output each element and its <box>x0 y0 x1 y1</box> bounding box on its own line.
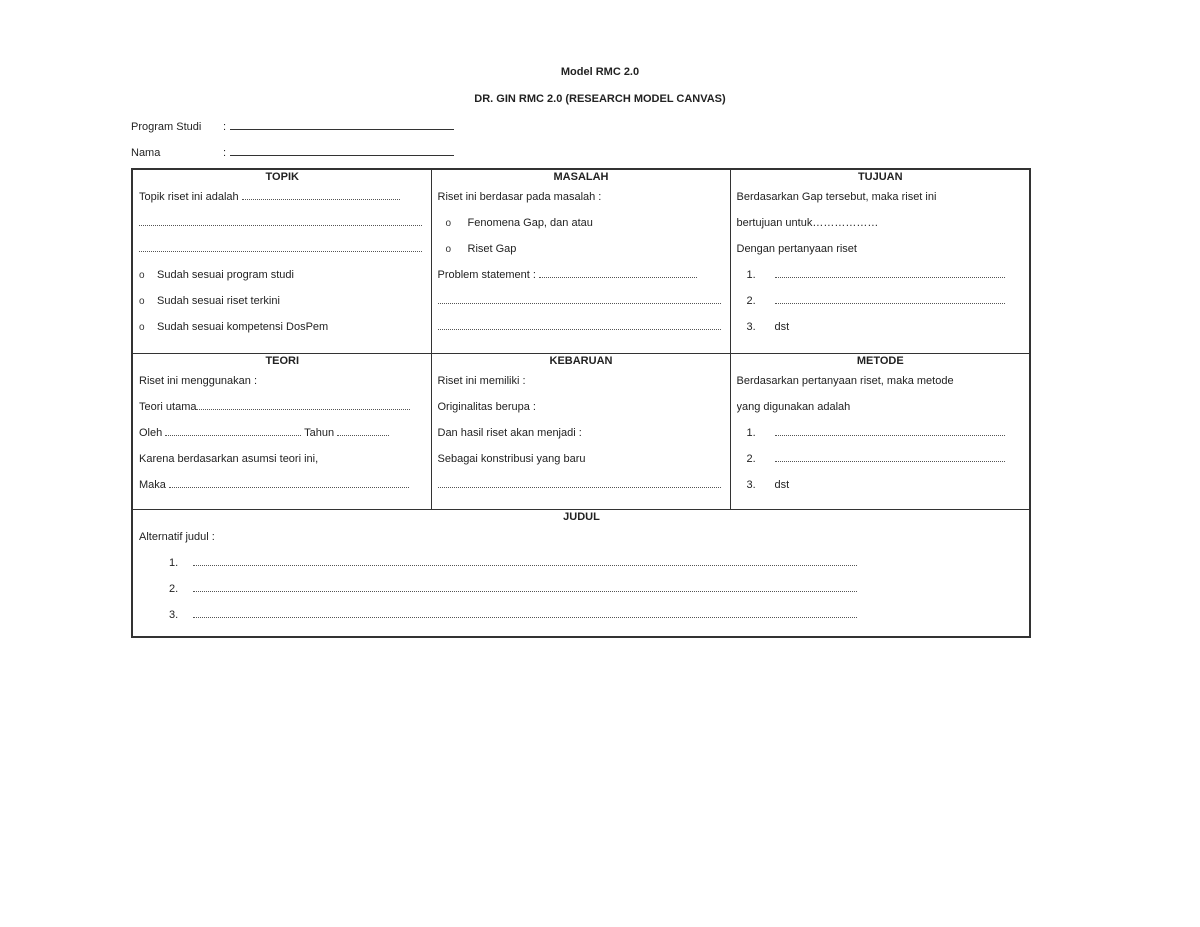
topik-blank-line[interactable] <box>139 210 426 236</box>
teori-utama-blank[interactable] <box>196 400 410 410</box>
tahun-label: Tahun <box>304 426 335 439</box>
oleh-blank[interactable] <box>165 426 301 436</box>
metode-line1: Berdasarkan pertanyaan riset, maka metode <box>736 374 954 387</box>
tujuan-line2: bertujuan untuk……………… <box>736 217 879 229</box>
maka-label: Maka <box>139 478 166 491</box>
teori-line4: Karena berdasarkan asumsi teori ini, <box>139 452 319 465</box>
judul-heading: JUDUL <box>563 510 600 523</box>
judul-section <box>132 509 1030 637</box>
research-model-canvas <box>131 168 1031 638</box>
masalah-blank-line[interactable] <box>438 288 725 314</box>
masalah-line1: Riset ini berdasar pada masalah : <box>437 191 602 203</box>
kebaruan-line1: Riset ini memiliki : <box>437 374 526 387</box>
topik-section <box>132 169 431 353</box>
metode-item: 3. dst <box>746 478 790 491</box>
tujuan-item: 1. <box>737 262 1025 288</box>
program-studi-label: Program Studi <box>131 121 202 133</box>
topik-heading: TOPIK <box>265 171 299 183</box>
nama-row <box>131 145 454 159</box>
judul-item: 1. <box>139 550 1024 576</box>
kebaruan-blank-line[interactable] <box>438 472 725 498</box>
oleh-label: Oleh <box>139 426 163 439</box>
metode-line2: yang digunakan adalah <box>736 400 851 413</box>
judul-item: 2. <box>139 576 1024 602</box>
nama-label: Nama <box>131 147 161 159</box>
nama-colon: : <box>223 147 227 159</box>
program-studi-colon: : <box>223 121 227 133</box>
tahun-blank[interactable] <box>337 426 389 436</box>
metode-item: 1. <box>737 420 1025 446</box>
kebaruan-section <box>431 353 730 509</box>
teori-heading: TEORI <box>265 354 300 367</box>
judul-item: 3. <box>139 602 1024 628</box>
topik-line1: Topik riset ini adalah <box>139 191 239 203</box>
topik-check-item[interactable]: o Sudah sesuai program studi <box>139 262 426 288</box>
topik-blank-line[interactable] <box>139 236 426 262</box>
nama-field[interactable] <box>230 145 454 156</box>
masalah-option[interactable]: o Fenomena Gap, dan atau <box>438 210 725 236</box>
teori-section <box>132 353 431 509</box>
topik-check-item[interactable]: o Sudah sesuai kompetensi DosPem <box>139 314 426 340</box>
program-studi-field[interactable] <box>230 119 454 130</box>
page-title: Model RMC 2.0 <box>560 66 640 78</box>
tujuan-heading: TUJUAN <box>857 171 903 183</box>
topik-blank[interactable] <box>242 190 400 200</box>
alternatif-judul-label: Alternatif judul : <box>139 530 215 543</box>
kebaruan-line4: Sebagai konstribusi yang baru <box>437 452 586 465</box>
masalah-heading: MASALAH <box>553 171 609 183</box>
teori-utama-label: Teori utama <box>139 400 197 413</box>
circle-bullet-icon: o <box>139 322 145 333</box>
masalah-option[interactable]: o Riset Gap <box>438 236 725 262</box>
masalah-blank-line[interactable] <box>438 314 725 340</box>
problem-statement-label: Problem statement : <box>437 269 536 281</box>
circle-bullet-icon: o <box>139 296 145 307</box>
program-studi-row <box>131 119 454 133</box>
problem-statement-blank[interactable] <box>539 268 697 278</box>
maka-blank[interactable] <box>169 478 409 488</box>
topik-check-item[interactable]: o Sudah sesuai riset terkini <box>139 288 426 314</box>
tujuan-line1: Berdasarkan Gap tersebut, maka riset ini <box>736 191 937 203</box>
tujuan-item: 2. <box>737 288 1025 314</box>
kebaruan-line3: Dan hasil riset akan menjadi : <box>437 426 582 439</box>
page-subtitle: DR. GIN RMC 2.0 (RESEARCH MODEL CANVAS) <box>474 93 726 105</box>
circle-bullet-icon: o <box>445 244 452 255</box>
kebaruan-line2: Originalitas berupa : <box>437 400 536 413</box>
tujuan-line3: Dengan pertanyaan riset <box>736 243 857 255</box>
kebaruan-heading: KEBARUAN <box>549 354 613 367</box>
circle-bullet-icon: o <box>445 218 452 229</box>
metode-heading: METODE <box>856 354 904 367</box>
metode-section <box>730 353 1030 509</box>
tujuan-section <box>730 169 1030 353</box>
tujuan-item: 3. dst <box>746 321 790 333</box>
circle-bullet-icon: o <box>139 270 145 281</box>
masalah-section <box>431 169 730 353</box>
metode-item: 2. <box>737 446 1025 472</box>
teori-line1: Riset ini menggunakan : <box>139 374 258 387</box>
